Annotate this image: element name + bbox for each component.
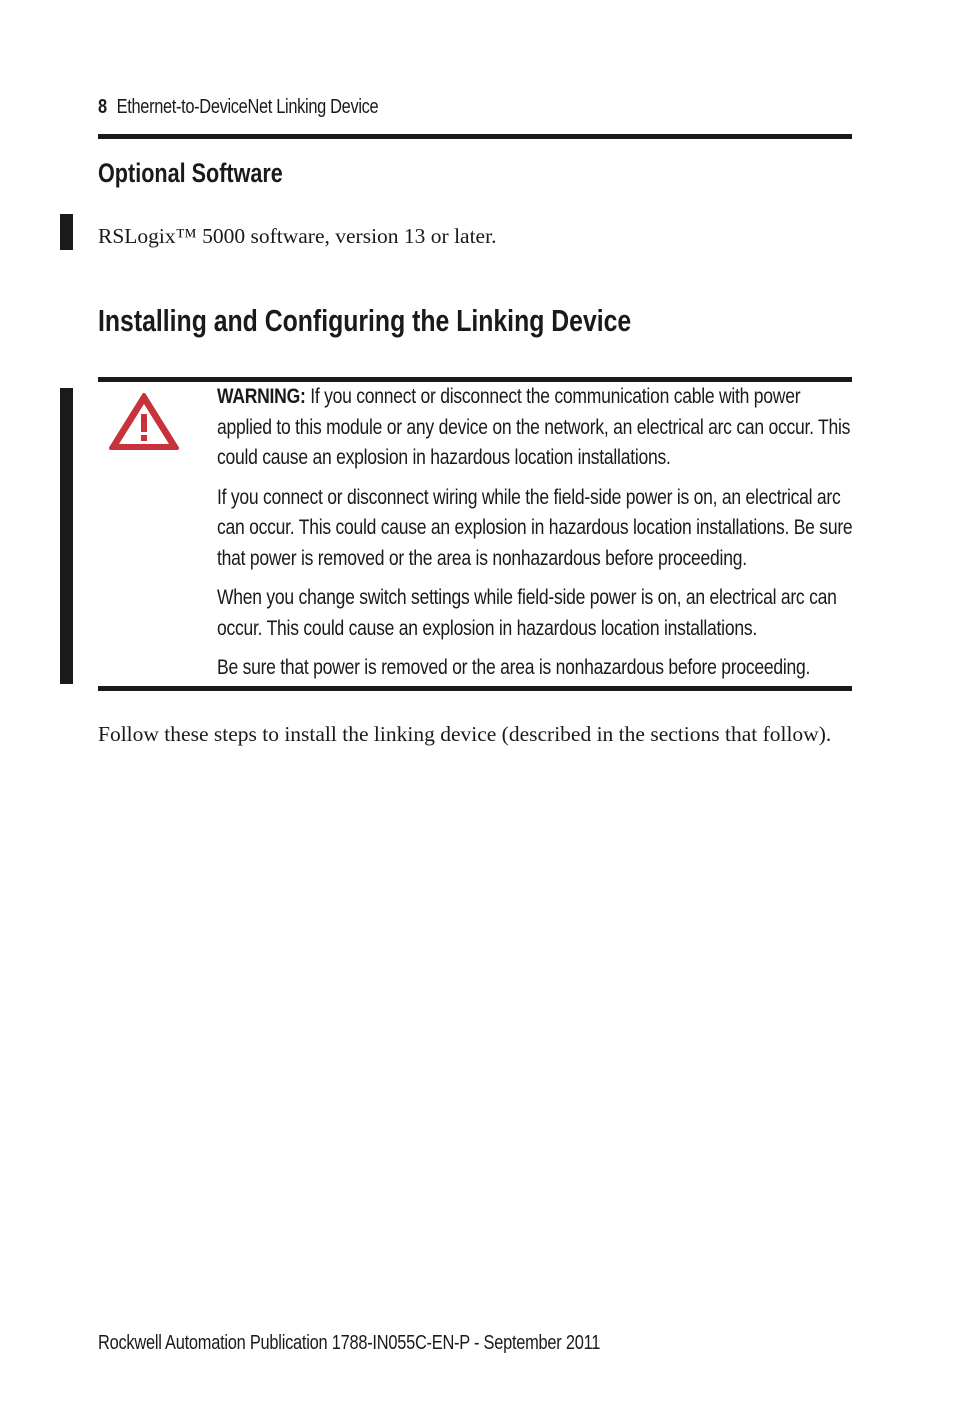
warning-paragraph: Be sure that power is removed or the area is nonhazardous before proceeding. [217,655,811,679]
install-intro-paragraph: Follow these steps to install the linking device (described in the sections that follow). [98,722,832,746]
change-bar [60,388,73,684]
optional-software-heading: Optional Software [98,158,283,188]
page-header [98,96,378,119]
warning-paragraph [217,381,853,473]
page-footer: Rockwell Automation Publication 1788-IN055C-EN-P - September 2011 [98,1332,601,1354]
warning-box [217,381,853,692]
change-bar [60,214,73,250]
warning-label: WARNING: [217,384,306,408]
warning-paragraph: If you connect or disconnect wiring while the field-side power is on, an electrical arc can occur. This could cause an explosion in hazardous location installations. Be sure that power is removed or the area is nonhazardous before proceeding. [217,484,853,570]
page-number: 8 [98,96,107,118]
header-rule [98,134,852,139]
optional-software-item: RSLogix™ 5000 software, version 13 or later. [98,224,497,248]
running-title: Ethernet-to-DeviceNet Linking Device [116,96,379,118]
warning-text: If you connect or disconnect the communication cable with power applied to this module or any device on the network, an electrical arc can occur. This could cause an explosion in hazardous location installations. [217,384,851,469]
warning-bottom-rule [98,686,852,691]
install-section-heading: Installing and Configuring the Linking Device [98,303,632,338]
warning-paragraph: When you change switch settings while field-side power is on, an electrical arc can occur. This could cause an explosion in hazardous location installations. [217,585,837,640]
warning-triangle-icon [108,392,180,452]
